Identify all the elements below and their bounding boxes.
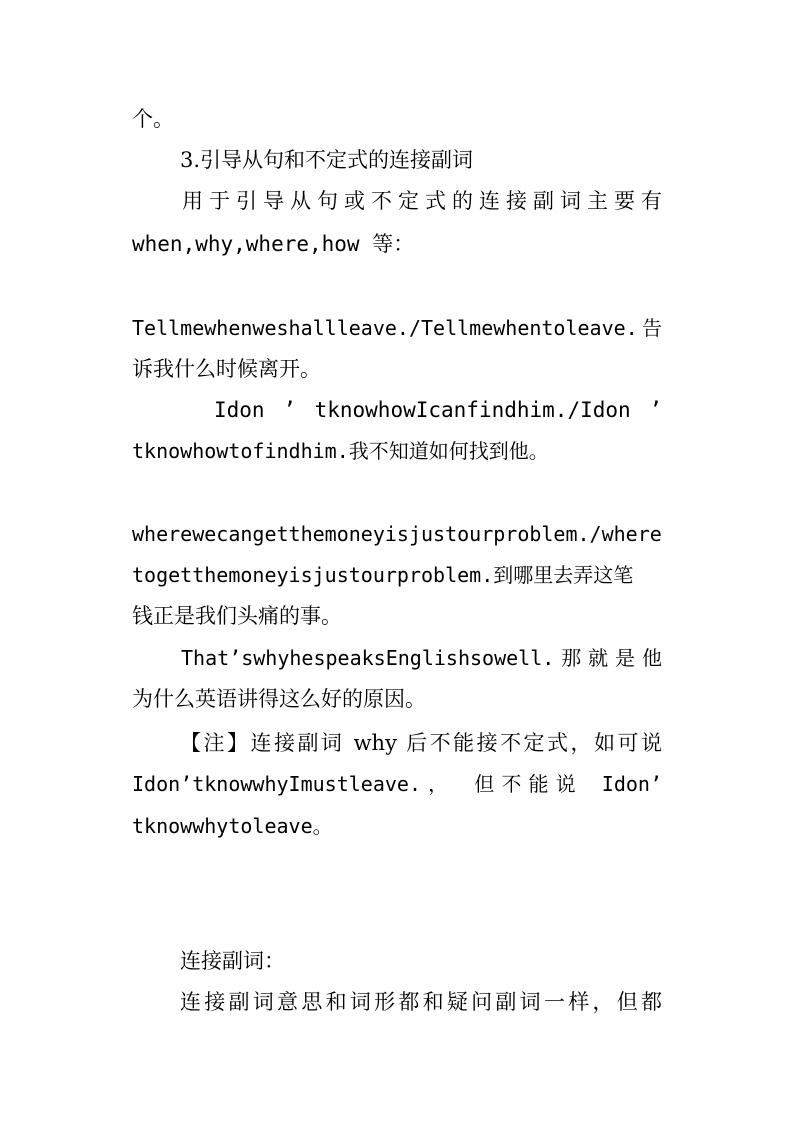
text-line: 个。 (132, 107, 174, 131)
translation: 为什么英语讲得这么好的原因。 (132, 687, 426, 711)
section-heading: 3.引导从句和不定式的连接副词 (180, 148, 474, 172)
text-line: when,why,where,how 等： (132, 232, 415, 256)
note-line: 【注】连接副词 why 后不能接不定式，如可说 (180, 731, 662, 755)
example-sentence: Tellmewhenweshallleave./Tellmewhentoleave.告 (132, 316, 662, 340)
translation: 钱正是我们头痛的事。 (132, 604, 342, 628)
example-sentence: tknowhowtofindhim.我不知道如何找到他。 (132, 439, 549, 463)
note-line: Idon’tknowwhyImustleave.， 但不能说 Idon’ (132, 772, 662, 796)
text-line: 用于引导从句或不定式的连接副词主要有 (182, 189, 662, 213)
section-heading: 连接副词： (180, 949, 285, 973)
note-line: tknowwhytoleave。 (132, 814, 333, 838)
text-line: 连接副词意思和词形都和疑问副词一样，但都 (180, 990, 662, 1014)
translation: 诉我什么时候离开。 (132, 357, 321, 381)
example-sentence: togetthemoneyisjustourproblem.到哪里去弄这笔 (132, 563, 634, 587)
example-sentence: Idon ’ tknowhowIcanfindhim./Idon ’ (214, 398, 662, 422)
example-sentence: That’swhyhespeaksEnglishsowell.那就是他 (181, 646, 662, 670)
example-sentence: wherewecangetthemoneyisjustourproblem./where (132, 522, 662, 546)
